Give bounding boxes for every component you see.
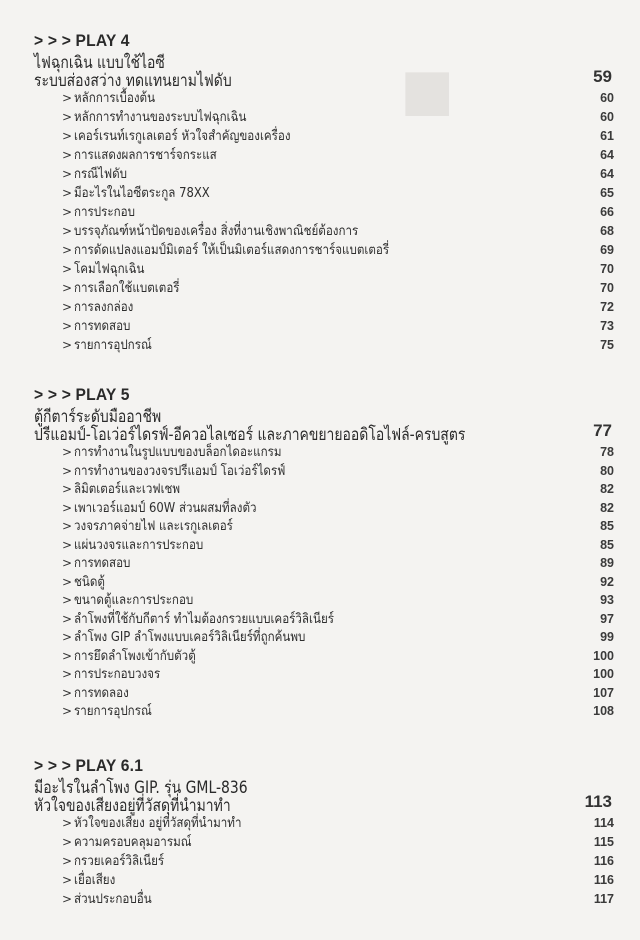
toc-item[interactable] — [62, 591, 614, 609]
toc-item[interactable] — [62, 146, 614, 164]
toc-item[interactable] — [62, 665, 614, 683]
toc-item[interactable] — [62, 317, 614, 335]
toc-item[interactable] — [62, 814, 614, 832]
toc-item-page: 60 — [600, 109, 614, 124]
toc-item-page: 108 — [593, 704, 614, 718]
toc-item-page: 73 — [600, 318, 614, 333]
toc-item[interactable] — [62, 610, 614, 628]
toc-item-label: รายการอุปกรณ์ — [74, 336, 152, 353]
toc-item[interactable] — [62, 480, 614, 498]
chevron-right-icon: > — [62, 704, 73, 718]
toc-item-page: 75 — [600, 337, 614, 352]
toc-item[interactable] — [62, 647, 614, 665]
toc-item-label: การดัดแปลงแอมป์มิเตอร์ ให้เป็นมิเตอร์แสดงการชาร์จแบตเตอรี่ — [74, 241, 390, 258]
toc-item-label: การลงกล่อง — [74, 298, 134, 315]
chevron-right-icon: > — [62, 685, 73, 700]
toc-item-page: 100 — [593, 667, 614, 681]
toc-item-page: 107 — [593, 685, 614, 700]
toc-item-label: การประกอบ — [74, 203, 136, 220]
toc-item[interactable] — [62, 536, 614, 554]
toc-item-label: ส่วนประกอบอื่น — [74, 891, 152, 907]
chevron-right-icon: > — [62, 854, 73, 868]
toc-item-label: การยึดลำโพงเข้ากับตัวตู้ — [74, 647, 196, 664]
chevron-right-icon: > — [62, 835, 73, 849]
chevron-right-icon: > — [62, 147, 73, 162]
chevron-right-icon: > — [62, 519, 73, 533]
toc-item-page: 97 — [600, 611, 614, 626]
toc-item-label: การประกอบวงจร — [74, 666, 161, 682]
section-title-line: หัวใจของเสียงอยู่ที่วัสดุที่นำมาทำ — [34, 796, 231, 816]
chevron-right-icon: > — [62, 500, 73, 515]
toc-item[interactable] — [62, 184, 614, 202]
toc-item[interactable] — [62, 499, 614, 517]
play-label: > > > PLAY 5 — [34, 385, 130, 404]
toc-item-page: 116 — [593, 873, 614, 887]
toc-item-label: กรวยเคอร์วิลิเนียร์ — [74, 853, 165, 869]
toc-item[interactable] — [62, 279, 614, 297]
section-title-line: ไฟฉุกเฉิน แบบใช้ไอซี — [34, 53, 165, 73]
toc-item[interactable] — [62, 241, 614, 259]
toc-item-label: โคมไฟฉุกเฉิน — [74, 260, 145, 277]
chevron-right-icon: > — [62, 537, 73, 552]
toc-item-page: 69 — [600, 242, 614, 257]
toc-item[interactable] — [62, 127, 614, 145]
play-label: > > > PLAY 6.1 — [34, 756, 144, 775]
toc-item-label: บรรจุภัณฑ์หน้าปัดของเครื่อง สิ่งที่งานเชิงพาณิชย์ต้องการ — [74, 222, 359, 239]
toc-item-page: 85 — [600, 537, 614, 552]
toc-item-label: การทำงานของวงจรปรีแอมป์ โอเว่อร์ไดรฟ์ — [74, 462, 286, 479]
chevron-right-icon: > — [62, 242, 73, 257]
chevron-right-icon: > — [62, 556, 73, 570]
toc-item-page: 115 — [593, 835, 614, 849]
toc-item-page: 114 — [593, 816, 614, 830]
section-title-line: ปรีแอมป์-โอเว่อร์ไดรฟ์-อีควอไลเซอร์ และภาคขยายออดิโอไฟล์-ครบสูตร — [34, 425, 466, 445]
chevron-right-icon: > — [62, 109, 73, 124]
play-label: > > > PLAY 4 — [34, 31, 130, 50]
toc-item-page: 117 — [593, 892, 614, 906]
toc-item[interactable] — [62, 852, 614, 870]
toc-item-label: การเลือกใช้แบตเตอรี่ — [74, 279, 180, 296]
chevron-right-icon: > — [62, 611, 73, 626]
toc-item[interactable] — [62, 165, 614, 183]
toc-item[interactable] — [62, 89, 614, 107]
toc-item-label: ความครอบคลุมอารมณ์ — [74, 834, 192, 850]
toc-item-label: แผ่นวงจรและการประกอบ — [74, 536, 204, 553]
chevron-right-icon: > — [62, 318, 73, 333]
toc-item-page: 66 — [600, 204, 614, 219]
toc-item-page: 82 — [600, 482, 614, 496]
chevron-right-icon: > — [62, 574, 73, 589]
toc-item-label: การทดลอง — [74, 684, 129, 701]
toc-item-page: 65 — [600, 185, 614, 200]
toc-item-page: 64 — [600, 147, 614, 162]
chevron-right-icon: > — [62, 816, 73, 830]
toc-item[interactable] — [62, 336, 614, 354]
toc-item-page: 64 — [600, 166, 614, 181]
toc-item[interactable] — [62, 833, 614, 851]
chevron-right-icon: > — [62, 128, 73, 143]
toc-item-label: หลักการทำงานของระบบไฟฉุกเฉิน — [74, 108, 247, 125]
toc-item-label: เยื่อเสียง — [74, 872, 116, 888]
toc-item-page: 116 — [593, 854, 614, 868]
toc-item-label: วงจรภาคจ่ายไฟ และเรกูเลเตอร์ — [74, 518, 233, 534]
toc-item-label: ลิมิตเตอร์และเวฟเชพ — [74, 481, 181, 497]
toc-item-page: 68 — [600, 223, 614, 238]
toc-item-label: ลำโพง GIP ลำโพงแบบเคอร์วิลิเนียร์ที่ถูกค้นพบ — [74, 629, 306, 645]
toc-item-page: 92 — [600, 574, 614, 589]
toc-item-label: กรณีไฟดับ — [74, 165, 128, 182]
chevron-right-icon: > — [62, 299, 73, 314]
toc-item[interactable] — [62, 554, 614, 572]
toc-item[interactable] — [62, 628, 614, 646]
toc-item-label: เพาเวอร์แอมป์ 60W ส่วนผสมที่ลงตัว — [74, 499, 257, 516]
toc-item-page: 93 — [600, 593, 614, 607]
toc-item[interactable] — [62, 260, 614, 278]
toc-item-page: 80 — [600, 463, 614, 478]
section-title-line: ระบบส่องสว่าง ทดแทนยามไฟดับ — [34, 71, 232, 91]
toc-item-label: ขนาดตู้และการประกอบ — [74, 592, 194, 608]
toc-item-page: 100 — [593, 648, 614, 663]
section-page-number: 77 — [593, 421, 612, 440]
chevron-right-icon: > — [62, 648, 73, 663]
toc-item-page: 82 — [600, 500, 614, 515]
toc-item-page: 78 — [600, 445, 614, 459]
toc-item[interactable] — [62, 443, 614, 461]
toc-item-page: 70 — [600, 261, 614, 276]
chevron-right-icon: > — [62, 185, 73, 200]
section-page-number: 113 — [584, 792, 612, 811]
toc-item-label: มีอะไรในไอซีตระกูล 78XX — [74, 184, 210, 201]
toc-item-page: 72 — [600, 299, 614, 314]
toc-item[interactable] — [62, 871, 614, 889]
chevron-right-icon: > — [62, 463, 73, 478]
toc-item-label: รายการอุปกรณ์ — [74, 703, 152, 719]
toc-item[interactable] — [62, 462, 614, 480]
toc-item[interactable] — [62, 222, 614, 240]
toc-item-page: 70 — [600, 280, 614, 295]
toc-item-page: 89 — [600, 556, 614, 570]
toc-item-page: 60 — [600, 91, 614, 105]
toc-item[interactable] — [62, 203, 614, 221]
chevron-right-icon: > — [62, 204, 73, 219]
toc-item[interactable] — [62, 890, 614, 908]
toc-item-label: การทดสอบ — [74, 555, 131, 571]
toc-item-label: การทำงานในรูปแบบของบล็อกไดอะแกรม — [74, 444, 282, 460]
chevron-right-icon: > — [62, 873, 73, 887]
chevron-right-icon: > — [62, 223, 73, 238]
chevron-right-icon: > — [62, 482, 73, 496]
section-title-line: ตู้กีตาร์ระดับมืออาชีพ — [34, 407, 162, 427]
chevron-right-icon: > — [62, 280, 73, 295]
toc-item-label: การแสดงผลการชาร์จกระแส — [74, 146, 217, 163]
toc-item[interactable] — [62, 573, 614, 591]
chevron-right-icon: > — [62, 337, 73, 352]
toc-item[interactable] — [62, 108, 614, 126]
toc-item-label: เคอร์เรนท์เรกูเลเตอร์ หัวใจสำคัญของเครื่อง — [74, 127, 291, 144]
section-page-number: 59 — [593, 67, 612, 86]
toc-item-page: 85 — [600, 519, 614, 533]
toc-item[interactable] — [62, 517, 614, 535]
section-title-line: มีอะไรในลำโพง GIP. รุ่น GML-836 — [34, 778, 248, 798]
toc-item-label: การทดสอบ — [74, 317, 131, 334]
toc-item[interactable] — [62, 702, 614, 720]
chevron-right-icon: > — [62, 593, 73, 607]
toc-item[interactable] — [62, 298, 614, 316]
chevron-right-icon: > — [62, 166, 73, 181]
chevron-right-icon: > — [62, 667, 73, 681]
chevron-right-icon: > — [62, 892, 73, 906]
toc-item-page: 99 — [600, 630, 614, 644]
chevron-right-icon: > — [62, 261, 73, 276]
toc-item-label: หลักการเบื้องต้น — [74, 90, 156, 106]
chevron-right-icon: > — [62, 91, 73, 105]
toc-item-label: หัวใจของเสียง อยู่ที่วัสดุที่นำมาทำ — [74, 815, 242, 831]
chevron-right-icon: > — [62, 445, 73, 459]
toc-item-label: ชนิดตู้ — [74, 573, 105, 590]
bleed-through-decoration: ■ — [400, 41, 455, 141]
toc-item-label: ลำโพงที่ใช้กับกีตาร์ ทำไมต้องกรวยแบบเคอร์วิลิเนียร์ — [74, 610, 334, 627]
toc-item[interactable] — [62, 684, 614, 702]
chevron-right-icon: > — [62, 630, 73, 644]
toc-item-page: 61 — [600, 128, 614, 143]
